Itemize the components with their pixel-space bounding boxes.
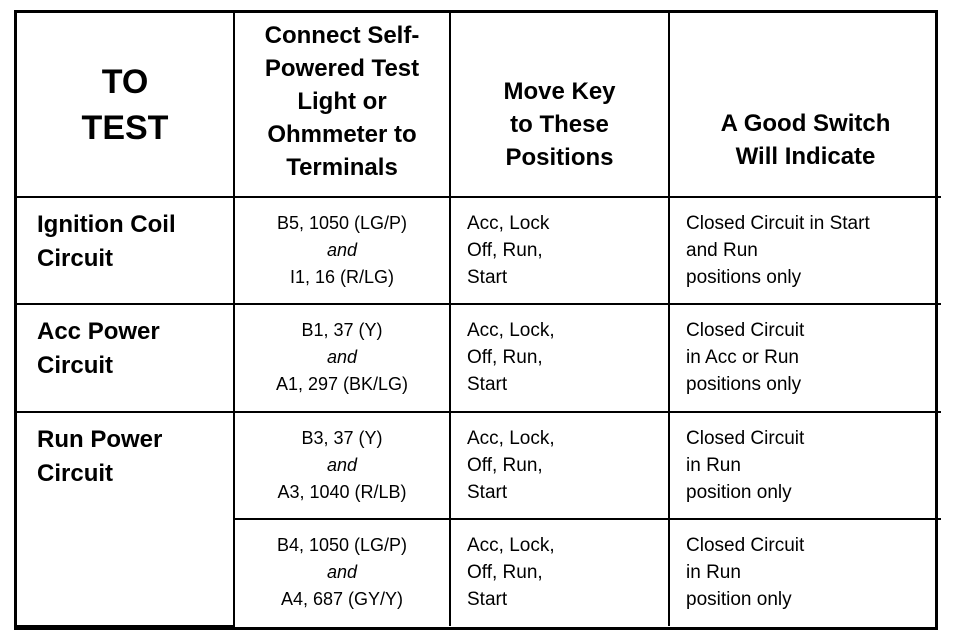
key-positions-cell: Acc, Lock, Off, Run, Start (450, 412, 669, 519)
key-positions-cell: Acc, Lock Off, Run, Start (450, 197, 669, 304)
header-move-key: Move Key to These Positions (450, 13, 669, 197)
terminals-cell: B4, 1050 (LG/P) and A4, 687 (GY/Y) (234, 519, 450, 626)
circuit-name: Acc Power Circuit (17, 304, 234, 411)
result-cell: Closed Circuit in Acc or Run positions only (669, 304, 941, 411)
table-row (17, 197, 941, 304)
switch-test-table (14, 10, 938, 630)
circuit-name: Ignition Coil Circuit (17, 197, 234, 304)
circuit-name: Run Power Circuit (17, 412, 234, 627)
key-positions-cell: Acc, Lock, Off, Run, Start (450, 304, 669, 411)
result-cell: Closed Circuit in Start and Run positions only (669, 197, 941, 304)
header-row (17, 13, 941, 197)
terminals-cell: B5, 1050 (LG/P) and I1, 16 (R/LG) (234, 197, 450, 304)
terminals-cell: B3, 37 (Y) and A3, 1040 (R/LB) (234, 412, 450, 519)
table-row (17, 304, 941, 411)
header-terminals: Connect Self- Powered Test Light or Ohmmeter to Terminals (234, 13, 450, 197)
terminals-cell: B1, 37 (Y) and A1, 297 (BK/LG) (234, 304, 450, 411)
header-good-switch: A Good Switch Will Indicate (669, 13, 941, 197)
result-cell: Closed Circuit in Run position only (669, 519, 941, 626)
result-cell: Closed Circuit in Run position only (669, 412, 941, 519)
key-positions-cell: Acc, Lock, Off, Run, Start (450, 519, 669, 626)
header-to-test: TO TEST (17, 13, 234, 197)
table-row (17, 412, 941, 519)
